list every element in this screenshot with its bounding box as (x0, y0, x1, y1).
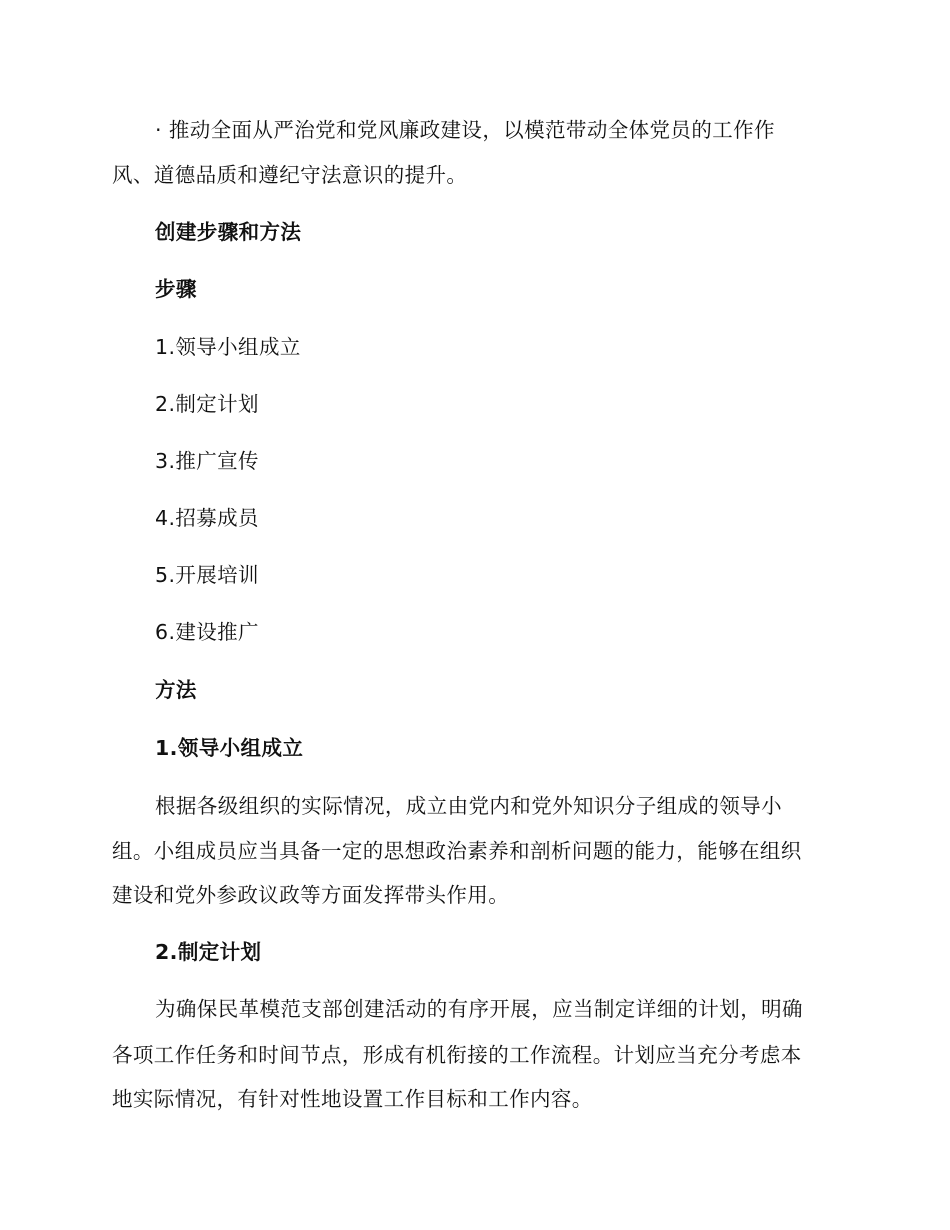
intro-paragraph-line-1: · 推动全面从严治党和党风廉政建设，以模范带动全体党员的工作作 (155, 118, 775, 142)
intro-paragraph-line-2: 风、道德品质和遵纪守法意识的提升。 (112, 163, 468, 187)
heading-methods: 方法 (155, 678, 197, 702)
method-1-title: 1.领导小组成立 (155, 736, 304, 760)
step-item-6: 6.建设推广 (155, 620, 259, 644)
method-2-line-3: 地实际情况，有针对性地设置工作目标和工作内容。 (112, 1087, 593, 1111)
method-1-line-2: 组。小组成员应当具备一定的思想政治素养和剖析问题的能力，能够在组织 (112, 839, 802, 863)
method-1-line-3: 建设和党外参政议政等方面发挥带头作用。 (112, 883, 510, 907)
heading-steps-and-methods: 创建步骤和方法 (155, 220, 302, 244)
step-item-5: 5.开展培训 (155, 563, 259, 587)
method-2-title: 2.制定计划 (155, 940, 262, 964)
method-2-line-1: 为确保民革模范支部创建活动的有序开展，应当制定详细的计划，明确 (155, 997, 803, 1021)
heading-steps: 步骤 (155, 277, 197, 301)
step-item-1: 1.领导小组成立 (155, 335, 301, 359)
step-item-3: 3.推广宣传 (155, 449, 259, 473)
step-item-2: 2.制定计划 (155, 392, 259, 416)
method-2-line-2: 各项工作任务和时间节点，形成有机衔接的工作流程。计划应当充分考虑本 (112, 1043, 802, 1067)
method-1-line-1: 根据各级组织的实际情况，成立由党内和党外知识分子组成的领导小 (155, 794, 782, 818)
step-item-4: 4.招募成员 (155, 506, 259, 530)
